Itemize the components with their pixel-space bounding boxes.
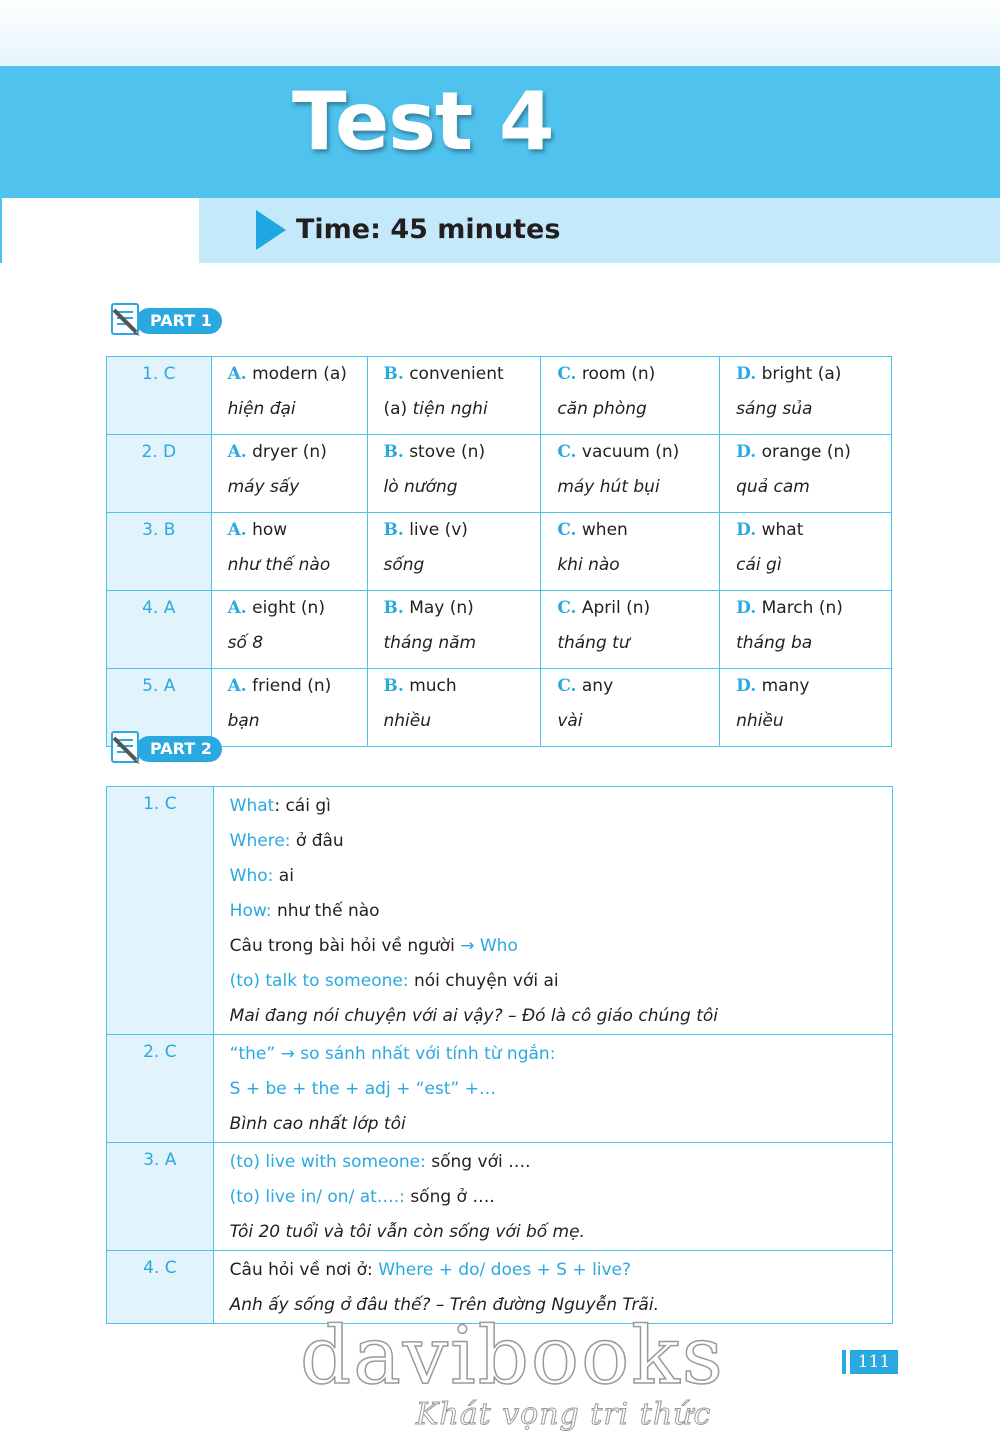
option-word-line <box>212 591 367 626</box>
option-word-line <box>720 435 891 470</box>
option-meaning-line <box>368 470 541 505</box>
definition: như thế nào <box>271 901 380 921</box>
explanation-line <box>230 929 892 964</box>
option-word-line <box>368 591 541 626</box>
question-prefix: Câu hỏi về nơi ở: <box>229 1260 379 1280</box>
option-letter: C. <box>557 520 577 540</box>
option-letter: D. <box>736 442 757 462</box>
answer-key: 3. B <box>107 513 212 591</box>
explanation-line <box>230 824 892 859</box>
answer-key: 3. A <box>107 1143 214 1251</box>
option-letter: A. <box>227 598 247 618</box>
option-letter: D. <box>736 520 757 540</box>
option-meaning: nhiều <box>383 711 432 731</box>
option-letter: B. <box>383 520 404 540</box>
brand-watermark: davibooks <box>300 1309 725 1402</box>
option-meaning-line <box>720 704 891 739</box>
table-row <box>107 1143 893 1251</box>
page-title: Test 4 <box>292 75 554 168</box>
option-word: dryer (n) <box>252 442 327 462</box>
option-word: March (n) <box>761 598 843 618</box>
option-word-line <box>541 435 719 470</box>
option-word: any <box>581 676 614 696</box>
option-word: live (v) <box>409 520 468 540</box>
option-meaning: sống <box>383 555 425 575</box>
option-meaning-line <box>541 704 719 739</box>
explanation-line <box>230 964 892 999</box>
option-word-line <box>212 669 367 704</box>
table-row <box>107 787 893 1035</box>
part1-table <box>106 356 892 747</box>
option-word-line <box>212 357 367 392</box>
option-cell <box>720 669 892 747</box>
part2-label: PART 2 <box>150 739 212 758</box>
option-cell <box>367 669 541 747</box>
option-meaning-line <box>541 470 719 505</box>
answer-key: 1. C <box>107 787 214 1035</box>
option-word-line <box>368 357 541 392</box>
option-meaning: lò nướng <box>383 477 458 497</box>
option-meaning: hiện đại <box>227 399 296 419</box>
option-meaning-line <box>541 392 719 427</box>
term: How: <box>229 901 272 921</box>
term: (to) talk to someone: <box>229 971 409 991</box>
option-word-line <box>368 669 541 704</box>
answer-key: 2. C <box>107 1035 214 1143</box>
option-letter: B. <box>383 442 404 462</box>
option-cell <box>720 513 892 591</box>
explanation-line <box>230 789 892 824</box>
option-word: convenient <box>409 364 504 384</box>
option-cell <box>541 357 720 435</box>
option-meaning: vài <box>557 711 583 731</box>
option-word: modern (a) <box>252 364 347 384</box>
option-meaning: quả cam <box>736 477 810 497</box>
option-word: many <box>761 676 810 696</box>
option-meaning: căn phòng <box>557 399 647 419</box>
option-word: orange (n) <box>761 442 851 462</box>
notepad-pencil-icon <box>106 730 150 766</box>
option-word-line <box>368 513 541 548</box>
left-strip <box>0 198 2 263</box>
option-letter: C. <box>557 442 577 462</box>
answer-key: 4. A <box>107 591 212 669</box>
option-letter: C. <box>557 676 577 696</box>
option-word: how <box>252 520 288 540</box>
option-meaning: sáng sủa <box>736 399 813 419</box>
definition: nói chuyện với ai <box>408 971 559 991</box>
option-word: May (n) <box>409 598 474 618</box>
notepad-pencil-icon <box>106 302 150 338</box>
translation: Bình cao nhất lớp tôi <box>229 1114 406 1134</box>
option-cell <box>211 513 367 591</box>
explanation-line <box>230 1145 892 1180</box>
definition: sống với …. <box>425 1152 531 1172</box>
option-cell <box>367 435 541 513</box>
option-word-line <box>541 513 719 548</box>
option-word-line <box>720 669 891 704</box>
option-cell <box>367 357 541 435</box>
option-meaning-line <box>368 392 541 427</box>
part2-table <box>106 786 893 1324</box>
option-word-line <box>541 357 719 392</box>
word-type: (a) <box>383 399 408 419</box>
option-cell <box>541 669 720 747</box>
option-word-line <box>368 435 541 470</box>
term: Who: <box>229 866 274 886</box>
option-letter: A. <box>227 676 247 696</box>
table-row <box>107 591 892 669</box>
option-meaning: máy hút bụi <box>557 477 660 497</box>
translation: Tôi 20 tuổi và tôi vẫn còn sống với bố mẹ. <box>229 1222 585 1242</box>
term: (to) live with someone: <box>229 1152 426 1172</box>
definition: so sánh nhất với tính từ ngắn: <box>300 1044 556 1064</box>
option-meaning-line <box>720 626 891 661</box>
option-meaning-line <box>368 548 541 583</box>
option-meaning-line <box>720 470 891 505</box>
option-cell <box>720 435 892 513</box>
option-meaning: máy sấy <box>227 477 300 497</box>
part2-badge <box>106 730 222 766</box>
option-word: much <box>409 676 457 696</box>
explanation-line <box>230 1180 892 1215</box>
play-arrow-icon <box>256 210 286 250</box>
option-cell <box>541 513 720 591</box>
option-cell <box>367 591 541 669</box>
option-letter: D. <box>736 676 757 696</box>
option-meaning: cái gì <box>736 555 782 575</box>
explanation-line <box>230 1253 892 1288</box>
option-letter: A. <box>227 520 247 540</box>
option-letter: A. <box>227 364 247 384</box>
translation: Anh ấy sống ở đâu thế? – Trên đường Nguyễn Trãi. <box>229 1295 659 1315</box>
option-meaning-line <box>720 392 891 427</box>
explanation-cell <box>213 1143 892 1251</box>
table-row <box>107 357 892 435</box>
table-row <box>107 1035 893 1143</box>
option-cell <box>541 435 720 513</box>
option-word: bright (a) <box>761 364 842 384</box>
option-word: when <box>581 520 628 540</box>
part1-label: PART 1 <box>150 311 212 330</box>
option-letter: C. <box>557 598 577 618</box>
option-meaning-line <box>720 548 891 583</box>
answer-key: 4. C <box>107 1251 214 1324</box>
table-row <box>107 513 892 591</box>
option-meaning-line <box>212 626 367 661</box>
option-meaning: bạn <box>227 711 260 731</box>
definition: ai <box>273 866 294 886</box>
option-letter: B. <box>383 676 404 696</box>
translation: Mai đang nói chuyện với ai vậy? – Đó là cô giáo chúng tôi <box>229 1006 719 1026</box>
option-meaning-line <box>212 470 367 505</box>
option-letter: A. <box>227 442 247 462</box>
option-word-line <box>212 435 367 470</box>
option-letter: D. <box>736 598 757 618</box>
explanation-line <box>230 1037 892 1072</box>
explanation-line <box>230 859 892 894</box>
rule-answer: Who <box>479 936 518 956</box>
term: (to) live in/ on/ at….: <box>229 1187 405 1207</box>
option-word: vacuum (n) <box>581 442 680 462</box>
option-cell <box>211 591 367 669</box>
option-cell <box>367 513 541 591</box>
definition: : cái gì <box>274 796 331 816</box>
brand-slogan: Khát vọng tri thức <box>416 1397 712 1432</box>
option-meaning-line <box>212 704 367 739</box>
explanation-line <box>230 894 892 929</box>
arrow-icon: → <box>460 936 475 956</box>
term: Where: <box>229 831 291 851</box>
option-meaning: nhiều <box>736 711 784 731</box>
option-cell <box>720 357 892 435</box>
option-meaning: tiện nghi <box>412 399 488 419</box>
option-meaning-line <box>368 626 541 661</box>
option-meaning-line <box>368 704 541 739</box>
option-letter: B. <box>383 598 404 618</box>
explanation-cell <box>213 1035 892 1143</box>
term: “the” <box>229 1044 276 1064</box>
formula: S + be + the + adj + “est” +… <box>229 1079 496 1099</box>
option-cell <box>720 591 892 669</box>
option-word: stove (n) <box>409 442 486 462</box>
option-word-line <box>541 591 719 626</box>
option-cell <box>211 669 367 747</box>
option-word-line <box>212 513 367 548</box>
option-word-line <box>720 357 891 392</box>
formula: Where + do/ does + S + live? <box>378 1260 632 1280</box>
definition: ở đâu <box>290 831 344 851</box>
option-word: friend (n) <box>252 676 332 696</box>
option-word-line <box>720 513 891 548</box>
option-letter: D. <box>736 364 757 384</box>
definition: sống ở …. <box>404 1187 495 1207</box>
option-meaning: tháng ba <box>736 633 813 653</box>
term: What <box>229 796 275 816</box>
option-cell <box>211 357 367 435</box>
option-meaning: tháng năm <box>383 633 477 653</box>
option-word: what <box>761 520 804 540</box>
answer-key: 5. A <box>107 669 212 747</box>
option-cell <box>541 591 720 669</box>
option-letter: B. <box>383 364 404 384</box>
option-word-line <box>720 591 891 626</box>
table-row <box>107 669 892 747</box>
page-number: 111 <box>846 1350 898 1374</box>
arrow-icon: → <box>280 1044 295 1064</box>
part1-badge <box>106 302 222 338</box>
explanation-cell <box>213 787 892 1035</box>
option-cell <box>211 435 367 513</box>
option-meaning-line <box>212 548 367 583</box>
option-word: April (n) <box>581 598 651 618</box>
option-meaning-line <box>541 548 719 583</box>
time-limit: Time: 45 minutes <box>296 214 561 245</box>
option-meaning: như thế nào <box>227 555 331 575</box>
option-meaning-line <box>212 392 367 427</box>
option-letter: C. <box>557 364 577 384</box>
rule-text: Câu trong bài hỏi về người <box>229 936 455 956</box>
header-top-gradient <box>0 0 1000 66</box>
answer-key: 2. D <box>107 435 212 513</box>
option-meaning: tháng tư <box>557 633 630 653</box>
option-meaning: khi nào <box>557 555 620 575</box>
option-word-line <box>541 669 719 704</box>
table-row <box>107 435 892 513</box>
option-meaning-line <box>541 626 719 661</box>
answer-key: 1. C <box>107 357 212 435</box>
option-word: room (n) <box>581 364 656 384</box>
option-word: eight (n) <box>252 598 325 618</box>
option-meaning: số 8 <box>227 633 264 653</box>
